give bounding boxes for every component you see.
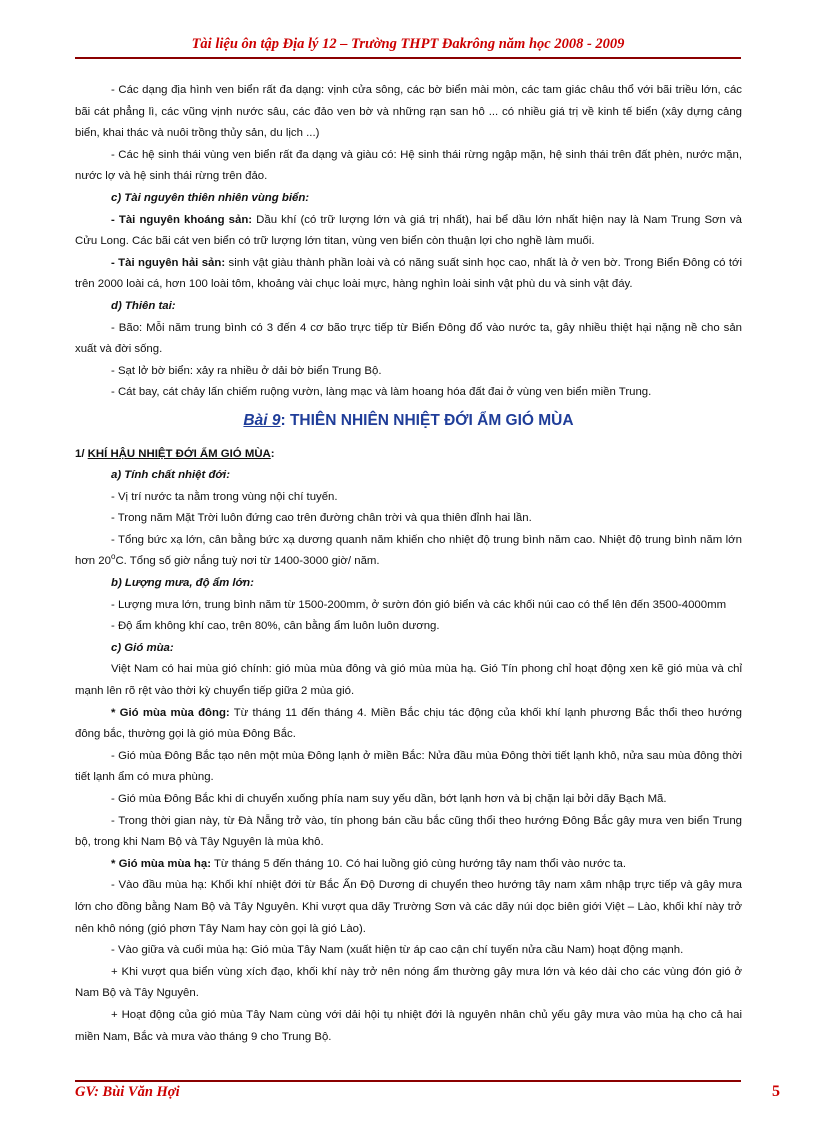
paragraph: - Gió mùa Đông Bắc khi di chuyển xuống phía nam suy yếu dần, bớt lạnh hơn và bị chặn lại bởi dãy Bạch Mã. [111, 793, 667, 805]
page-header-title: Tài liệu ôn tập Địa lý 12 – Trường THPT Đakrông năm học 2008 - 2009 [191, 36, 625, 52]
footer-teacher: GV: Bùi Văn Hợi [75, 1084, 180, 1100]
paragraph-text: Dầu khí (có trữ lượng lớn và giá trị nhất), hai bể dầu lớn nhất hiện nay là Nam Trung Sơn và Cửu Long. Các bãi cát ven biển có trữ lượng lớn titan, vùng ven biển còn thuận lợi cho nghề làm muối. [75, 213, 742, 248]
paragraph: - Các hệ sinh thái vùng ven biển rất đa dạng và giàu có: Hệ sinh thái rừng ngập mặn, hệ sinh thái trên đất phèn, nước mặn, nước lợ và hệ sinh thái rừng trên đảo. [75, 148, 742, 183]
document-body [75, 80, 742, 1048]
lesson-title [75, 410, 742, 432]
paragraph: - Độ ẩm không khí cao, trên 80%, cân bằng ẩm luôn luôn dương. [111, 620, 440, 633]
paragraph-text: C. Tổng số giờ nắng tuỳ nơi từ 1400-3000 giờ/ năm. [115, 555, 380, 568]
lesson-title-text: : THIÊN NHIÊN NHIỆT ĐỚI ẨM GIÓ MÙA [280, 411, 574, 429]
paragraph [75, 210, 742, 253]
degree-superscript: o [110, 552, 116, 562]
page-number: 5 [772, 1083, 780, 1100]
paragraph [75, 854, 742, 876]
paragraph [75, 703, 742, 746]
lesson-number: Bài 9 [243, 411, 281, 429]
subheading: c) Gió mùa: [111, 641, 174, 654]
paragraph: - Bão: Mỗi năm trung bình có 3 đến 4 cơ bão trực tiếp từ Biển Đông đổ vào nước ta, gây nhiều thiệt hại nặng nề cho sản xuất và đời sống. [75, 321, 742, 356]
bold-lead: - Tài nguyên hải sản: [111, 256, 226, 269]
subheading: b) Lượng mưa, độ ẩm lớn: [111, 577, 254, 590]
paragraph: - Trong năm Mặt Trời luôn đứng cao trên đường chân trời và qua thiên đỉnh hai lần. [111, 512, 532, 525]
paragraph: - Vào đầu mùa hạ: Khối khí nhiệt đới từ Bắc Ấn Độ Dương di chuyển theo hướng tây nam xâm nhập trực tiếp và gây mưa lớn cho đồng bằng Nam Bộ và Tây Nguyên. Khi vượt qua dãy Trường Sơn và các dãy núi dọc biên giới Việt – Lào, khối khí này trở nên khô nóng (gió phơn Tây Nam hay còn gọi là gió Lào). [75, 879, 742, 935]
section-heading [75, 444, 742, 466]
paragraph: - Trong thời gian này, từ Đà Nẵng trở vào, tín phong bán cầu bắc cũng thổi theo hướng Đông Bắc gây mưa ven biển Trung bộ, trong khi Nam Bộ và Tây Nguyên là mùa khô. [75, 814, 742, 849]
subheading: d) Thiên tai: [111, 299, 176, 312]
paragraph-text: Từ tháng 11 đến tháng 4. Miền Bắc chịu tác động của khối khí lạnh phương Bắc thổi theo hướng đông bắc, thường gọi là gió mùa Đông Bắc. [75, 706, 742, 741]
bold-lead: * Gió mùa mùa đông: [111, 706, 230, 719]
paragraph: - Vào giữa và cuối mùa hạ: Gió mùa Tây Nam (xuất hiện từ áp cao cận chí tuyến nửa cầu Nam) hoạt động mạnh. [111, 944, 684, 957]
paragraph-text: Từ tháng 5 đến tháng 10. Có hai luồng gió cùng hướng tây nam thổi vào nước ta. [211, 857, 627, 870]
subheading: c) Tài nguyên thiên nhiên vùng biển: [111, 191, 310, 204]
paragraph: - Vị trí nước ta nằm trong vùng nội chí tuyến. [111, 490, 338, 503]
paragraph: - Gió mùa Đông Bắc tạo nên một mùa Đông lạnh ở miền Bắc: Nửa đầu mùa Đông thời tiết lạnh khô, nửa sau mùa đông thời tiết lạnh ẩm có mưa phùng. [75, 749, 742, 784]
paragraph: + Khi vượt qua biển vùng xích đạo, khối khí này trở nên nóng ẩm thường gây mưa lớn và kéo dài cho các vùng đón gió ở Nam Bộ và Tây Nguyên. [75, 965, 742, 1000]
paragraph: Việt Nam có hai mùa gió chính: gió mùa mùa đông và gió mùa mùa hạ. Gió Tín phong chỉ hoạt động xen kẽ gió mùa và chỉ mạnh lên rõ rệt vào thời kỳ chuyển tiếp giữa 2 mùa gió. [75, 663, 742, 698]
paragraph [75, 530, 742, 573]
paragraph [75, 253, 742, 296]
paragraph: - Cát bay, cát chảy lấn chiếm ruộng vườn, làng mạc và làm hoang hóa đất đai ở vùng ven biển miền Trung. [111, 386, 652, 399]
paragraph-text: sinh vật giàu thành phần loài và có năng suất sinh học cao, nhất là ở ven bờ. Trong Biển Đông có tới trên 2000 loài cá, hơn 100 loài tôm, khoảng vài chục loài mực, hàng nghìn loài sinh vật phù du và sinh vật đáy. [75, 256, 742, 291]
bold-lead: * Gió mùa mùa hạ: [111, 857, 212, 870]
paragraph: - Các dạng địa hình ven biển rất đa dạng: vịnh cửa sông, các bờ biển mài mòn, các tam giác châu thổ với bãi triều lớn, các bãi cát phẳng lì, các vũng vịnh nước sâu, các đảo ven bờ và những rạn san hô ... có nhiều giá trị về kinh tế biển (xây dựng cảng biển, khai thác và nuôi trồng thủy sản, du lịch ...) [75, 84, 742, 140]
paragraph: - Sạt lở bờ biển: xảy ra nhiều ở dải bờ biển Trung Bộ. [111, 364, 382, 377]
subheading: a) Tính chất nhiệt đới: [111, 469, 231, 482]
section-colon: : [270, 447, 275, 460]
footer-divider [75, 1080, 741, 1082]
bold-lead: - Tài nguyên khoáng sản: [111, 213, 253, 226]
section-number: 1/ [75, 447, 88, 460]
section-title: KHÍ HẬU NHIỆT ĐỚI ẨM GIÓ MÙA [87, 447, 271, 460]
header-divider [75, 57, 741, 59]
paragraph: + Hoạt động của gió mùa Tây Nam cùng với dải hội tụ nhiệt đới là nguyên nhân chủ yếu gây mưa vào mùa hạ cho cả hai miền Nam, Bắc và mưa vào tháng 9 cho Trung Bộ. [75, 1008, 742, 1043]
paragraph-text: - Tổng bức xạ lớn, cân bằng bức xạ dương quanh năm khiến cho nhiệt độ trung bình năm cao. Nhiệt độ trung bình năm lớn hơn 20 [75, 533, 742, 568]
paragraph: - Lượng mưa lớn, trung bình năm từ 1500-200mm, ở sườn đón gió biển và các khối núi cao có thể lên đến 3500-4000mm [111, 598, 727, 611]
